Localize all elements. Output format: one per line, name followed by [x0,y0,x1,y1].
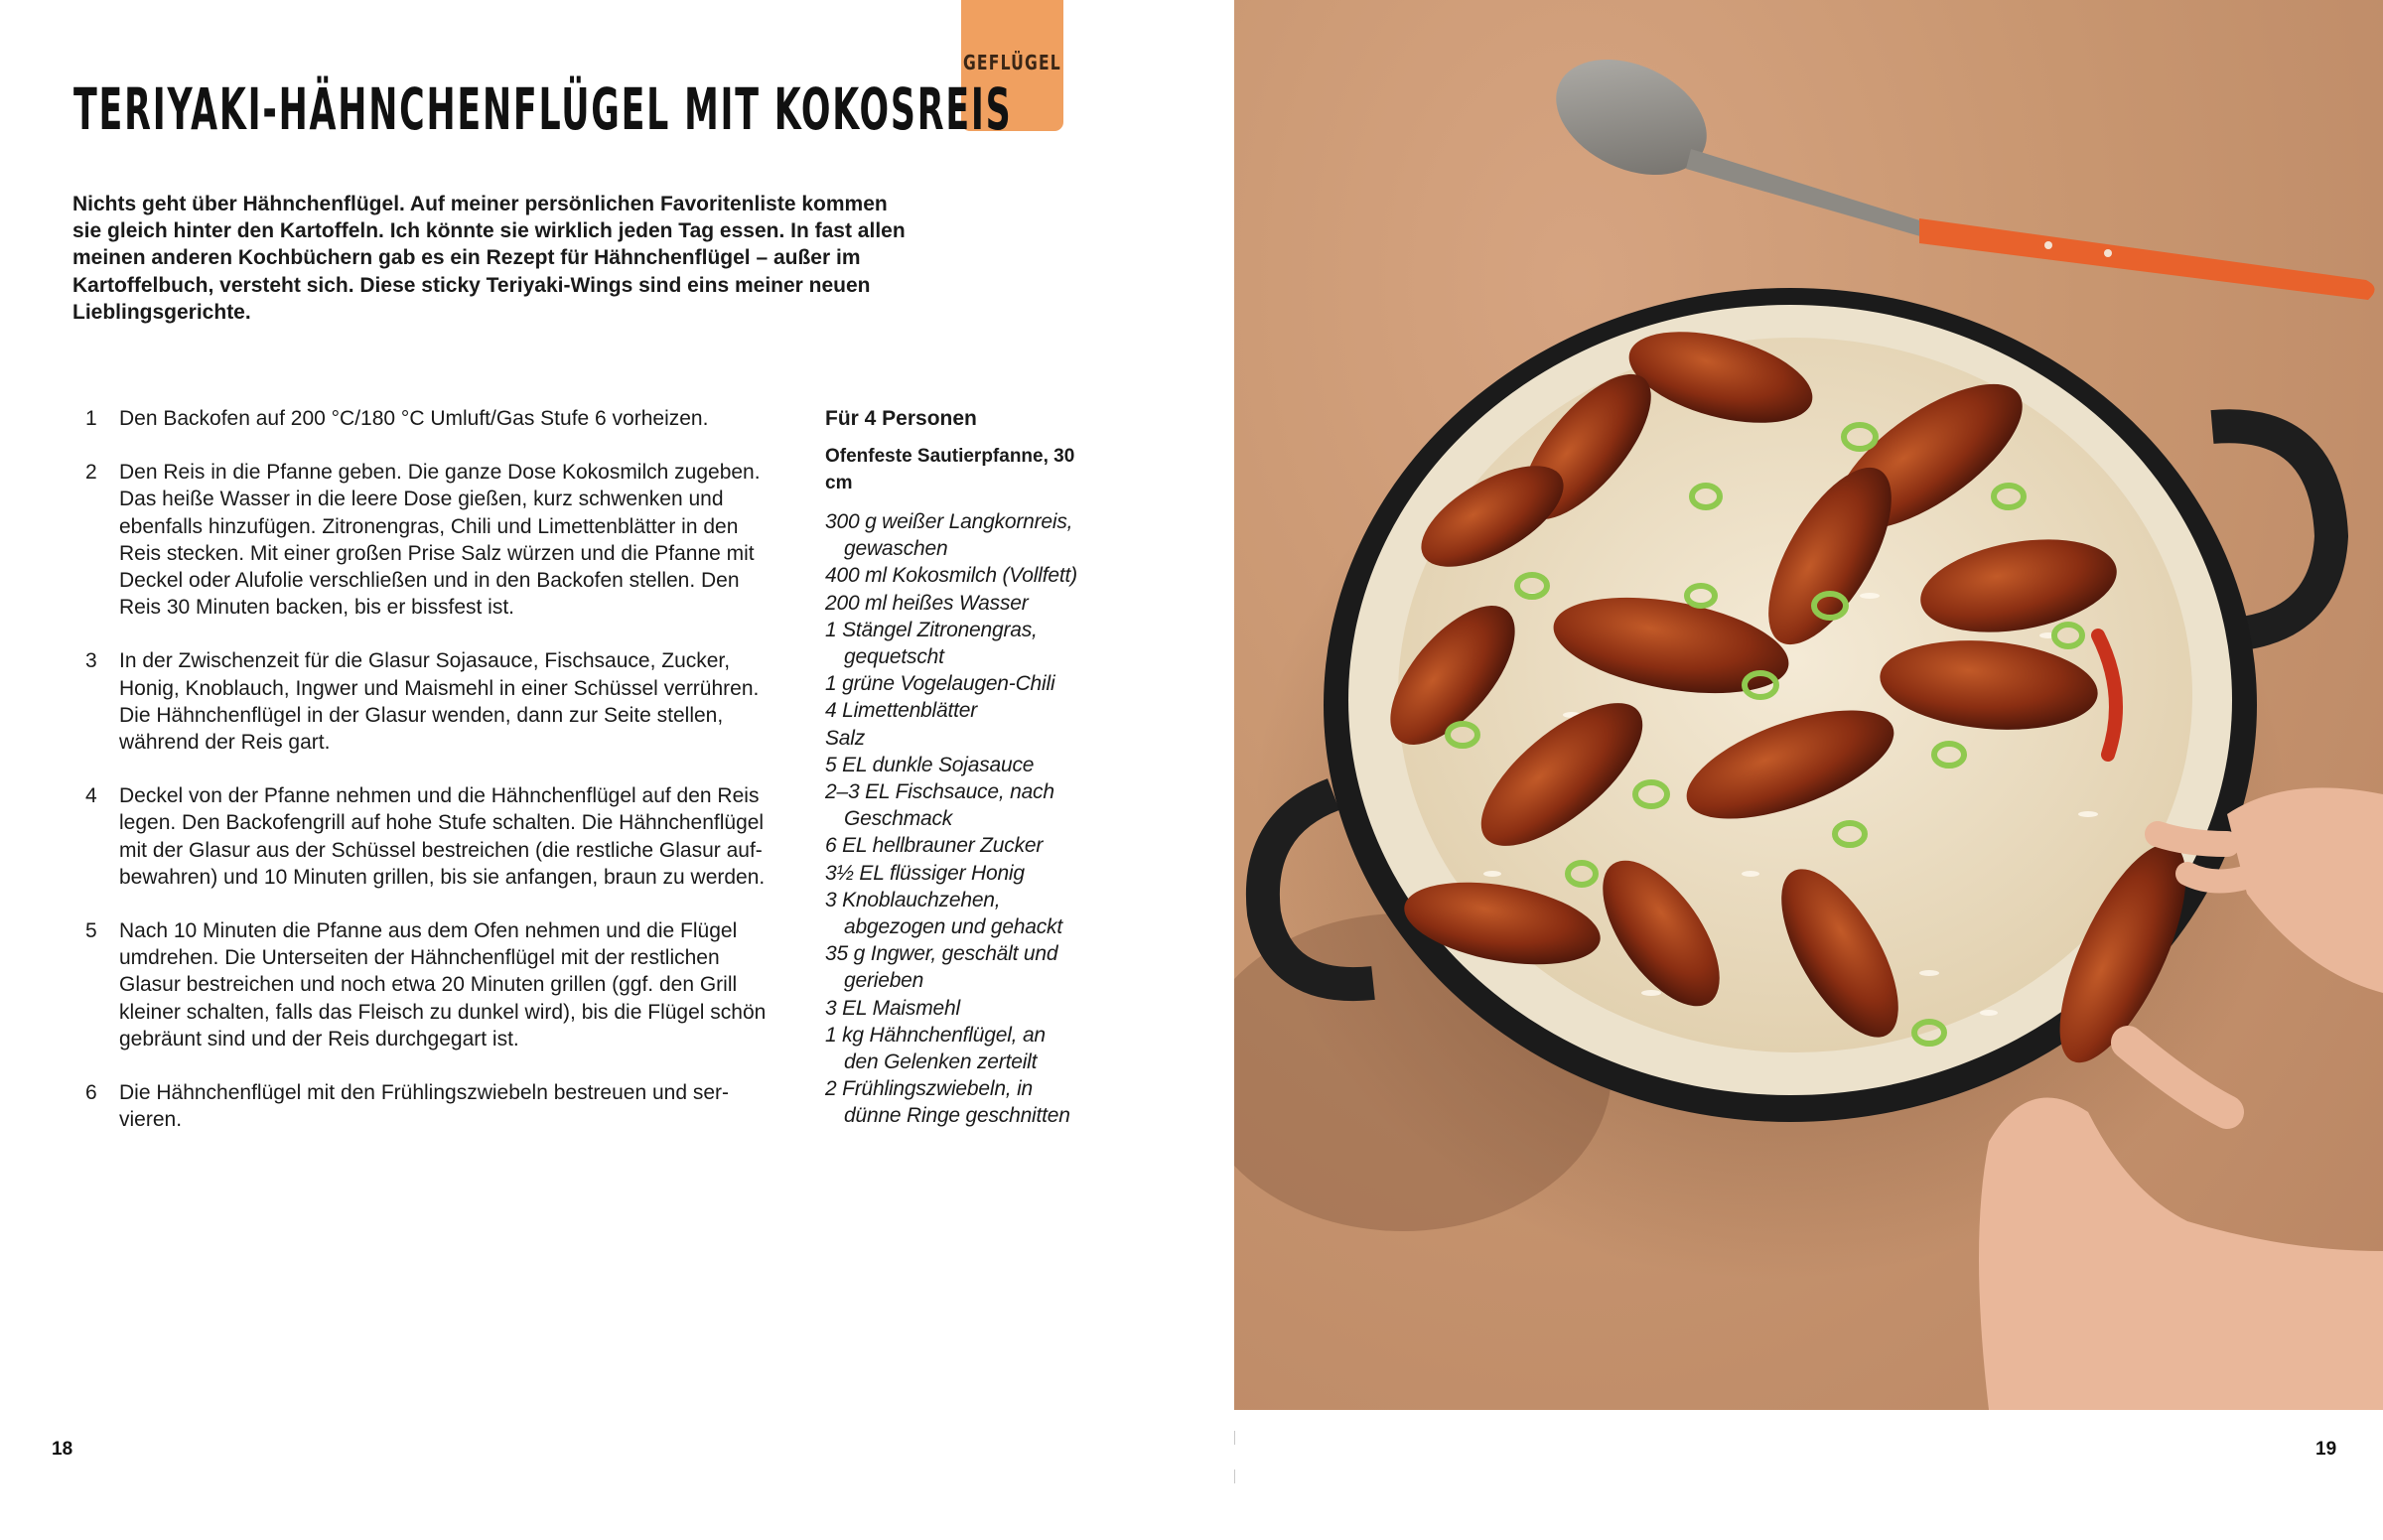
recipe-intro: Nichts geht über Hähnchenflügel. Auf meiner persönlichen Favoritenliste kommen sie gleich hinter den Kartoffeln. Ich könnte sie wirklich jeden Tag essen. In fast allen meinen anderen Kochbüchern gab es ein Rezept für Hähnchenflügel – außer im Kartoffelbuch, versteht sich. Diese sticky Teriyaki-Wings sind eins meiner neuen Lieblingsgerichte. [72,193,906,324]
food-photo [1234,0,2383,1410]
method-step [72,647,777,756]
page-number-left: 18 [52,1439,73,1460]
food-photo-illustration [1234,0,2383,1410]
spoon-icon [1538,37,2375,300]
ingredient-item: 200 ml heißes Wasser [825,591,1029,615]
method-step [72,459,777,621]
method-steps [72,405,777,1160]
step-text: Nach 10 Minuten die Pfanne aus dem Ofen nehmen und die Flügel umdrehen. Die Unterseiten der Hähnchenflügel mit der restlichen Glasur bestreichen und noch etwa 20 Minuten grillen (ggf. den Grill kleiner schalten, falls das Fleisch zu dunkel wird), bis die Flügel schön gebräunt sind und der Reis durchgegart ist. [119,919,767,1050]
recipe-title: TERIYAKI-HÄHNCHENFLÜGEL MIT KOKOSREIS [73,75,1013,143]
ingredient-item: 3½ EL flüssiger Honig [825,861,1025,885]
ingredient-item: 2–3 EL Fischsauce, nach Geschmack [825,780,1054,831]
gutter-mark [1234,1470,1235,1483]
step-number: 6 [85,1081,97,1105]
ingredient-item: 35 g Ingwer, geschält und gerieben [825,942,1058,993]
step-text: In der Zwischenzeit für die Glasur Sojasauce, Fischsauce, Zucker, Honig, Knoblauch, Ingwer und Maismehl in einer Schüssel verrühren. Die Hähnchenflügel in der Glasur wenden, dann zur Seite stellen, während der Reis gart. [119,649,760,755]
ingredients-column [825,405,1083,1130]
ingredient-item: 6 EL hellbrauner Zucker [825,834,1044,858]
ingredient-item: 300 g weißer Langkornreis, gewaschen [825,510,1073,561]
ingredient-item: 400 ml Kokosmilch (Vollfett) [825,564,1077,588]
ingredient-item: Salz [825,726,866,750]
step-number: 3 [85,649,97,673]
ingredient-item: 3 Knoblauchzehen, abgezogen und gehackt [825,888,1062,939]
ingredient-item: 4 Limettenblätter [825,699,978,723]
method-step [72,782,777,891]
ingredient-list [825,508,1083,1130]
method-step [72,405,777,432]
ingredient-item: 3 EL Maismehl [825,996,960,1020]
servings: Für 4 Personen [825,407,977,430]
equipment: Ofenfeste Sautierpfanne, 30 cm [825,446,1075,493]
step-text: Den Reis in die Pfanne geben. Die ganze Dose Kokosmilch zugeben. Das heiße Wasser in die leere Dose gießen, kurz schwenken und ebenfalls hinzufügen. Zitronengras, Chili und Limettenblätter in den Reis stecken. Mit einer großen Prise Salz würzen und die Pfanne mit Deckel oder Alufolie verschließen und in den Backofen stellen. Den Reis 30 Minuten backen, bis er bissfest ist. [119,461,761,620]
ingredient-item: 1 kg Hähnchenflügel, an den Gelenken zerteilt [825,1023,1046,1074]
ingredient-item: 1 Stängel Zitronengras, gequetscht [825,618,1038,669]
method-step [72,917,777,1052]
step-text: Deckel von der Pfanne nehmen und die Hähnchenflügel auf den Reis legen. Den Backofengrill auf hohe Stufe schalten. Die Hähnchenflügel mit der Glasur aus der Schüssel bestreichen (die restliche Glasur aufbewahren) und 10 Minuten grillen, bis sie anfangen, braun zu werden. [119,784,766,889]
step-text: Den Backofen auf 200 °C/180 °C Umluft/Gas Stufe 6 vorheizen. [119,407,709,430]
ingredient-item: 5 EL dunkle Sojasauce [825,753,1035,776]
method-step [72,1079,777,1133]
step-number: 4 [85,784,97,808]
ingredient-item: 2 Frühlingszwiebeln, in dünne Ringe geschnitten [825,1077,1070,1128]
section-tab-label: GEFLÜGEL [963,51,1061,74]
ingredient-item: 1 grüne Vogelaugen-Chili [825,672,1055,696]
step-number: 1 [85,407,97,430]
gutter-mark [1234,1431,1235,1445]
page-number-right: 19 [2315,1439,2337,1460]
step-text: Die Hähnchenflügel mit den Frühlingszwiebeln bestreuen und servieren. [119,1081,730,1132]
step-number: 5 [85,919,97,943]
step-number: 2 [85,461,97,485]
